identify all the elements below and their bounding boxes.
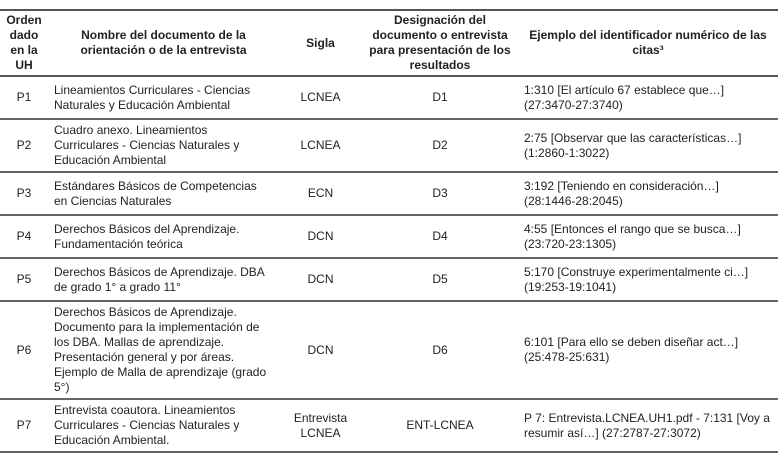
cell-orden: P6: [0, 301, 48, 399]
cell-orden: P1: [0, 76, 48, 119]
cell-sigla: LCNEA: [279, 76, 362, 119]
table-row: [0, 399, 778, 452]
header-cita: Ejemplo del identificador numérico de las citas³: [518, 10, 778, 76]
header-designacion: Designación del documento o entrevista para presentación de los resultados: [362, 10, 518, 76]
cell-orden: P3: [0, 172, 48, 215]
cell-cita: 1:310 [El artículo 67 establece que…] (27:3470-27:3740): [518, 76, 778, 119]
cell-designacion: D4: [362, 215, 518, 258]
cell-cita: 5:170 [Construye experimentalmente ci…] (19:253-19:1041): [518, 258, 778, 301]
cell-cita: P 7: Entrevista.LCNEA.UH1.pdf - 7:131 [Voy a resumir así…] (27:2787-27:3072): [518, 399, 778, 452]
table-row: [0, 301, 778, 399]
table-row: [0, 172, 778, 215]
cell-designacion: D2: [362, 119, 518, 172]
header-row: [0, 10, 778, 76]
cell-sigla: DCN: [279, 215, 362, 258]
cell-cita: 6:101 [Para ello se deben diseñar act…] (25:478-25:631): [518, 301, 778, 399]
cell-cita: 4:55 [Entonces el rango que se busca…] (23:720-23:1305): [518, 215, 778, 258]
cell-orden: P5: [0, 258, 48, 301]
cell-designacion: D5: [362, 258, 518, 301]
cell-orden: P7: [0, 399, 48, 452]
header-sigla: Sigla: [279, 10, 362, 76]
cell-sigla: ECN: [279, 172, 362, 215]
cell-sigla: Entrevista LCNEA: [279, 399, 362, 452]
table-row: [0, 258, 778, 301]
header-orden: Orden dado en la UH: [0, 10, 48, 76]
cell-nombre: Derechos Básicos de Aprendizaje. DBA de grado 1° a grado 11°: [48, 258, 279, 301]
cell-designacion: D6: [362, 301, 518, 399]
cell-nombre: Cuadro anexo. Lineamientos Curriculares - Ciencias Naturales y Educación Ambiental: [48, 119, 279, 172]
cell-nombre: Derechos Básicos de Aprendizaje. Documento para la implementación de los DBA. Mallas de aprendizaje. Presentación general y por áreas. Ejemplo de Malla de aprendizaje (grado 5°): [48, 301, 279, 399]
cell-nombre: Estándares Básicos de Competencias en Ciencias Naturales: [48, 172, 279, 215]
table-row: [0, 215, 778, 258]
cell-orden: P2: [0, 119, 48, 172]
header-nombre: Nombre del documento de la orientación o de la entrevista: [48, 10, 279, 76]
cell-designacion: D3: [362, 172, 518, 215]
cell-sigla: DCN: [279, 258, 362, 301]
cell-sigla: LCNEA: [279, 119, 362, 172]
cell-cita: 3:192 [Teniendo en consideración…] (28:1446-28:2045): [518, 172, 778, 215]
table-row: [0, 76, 778, 119]
documents-table: [0, 9, 778, 453]
cell-designacion: D1: [362, 76, 518, 119]
cell-designacion: ENT-LCNEA: [362, 399, 518, 452]
cell-nombre: Entrevista coautora. Lineamientos Curriculares - Ciencias Naturales y Educación Ambiental.: [48, 399, 279, 452]
cell-nombre: Lineamientos Curriculares - Ciencias Naturales y Educación Ambiental: [48, 76, 279, 119]
cell-orden: P4: [0, 215, 48, 258]
cell-cita: 2:75 [Observar que las características…] (1:2860-1:3022): [518, 119, 778, 172]
table-row: [0, 119, 778, 172]
cell-nombre: Derechos Básicos del Aprendizaje. Fundamentación teórica: [48, 215, 279, 258]
cell-sigla: DCN: [279, 301, 362, 399]
